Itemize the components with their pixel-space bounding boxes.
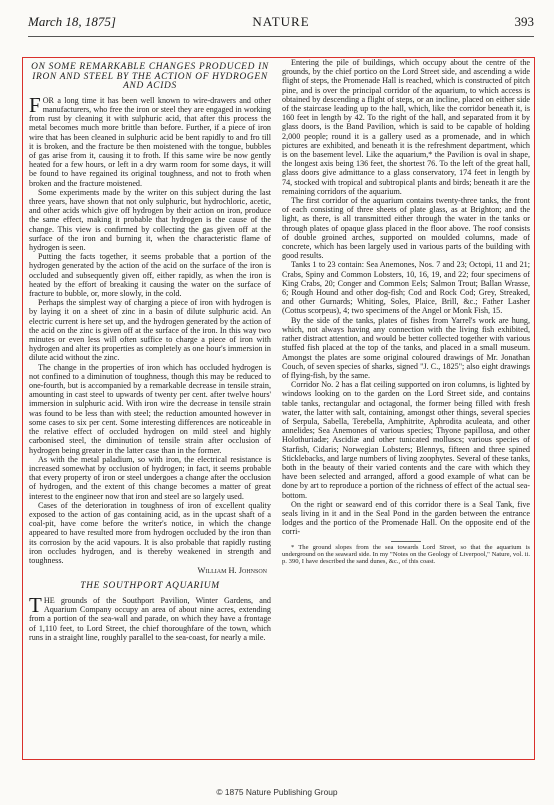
article-paragraph: FOR a long time it has been well known to wire-drawers and other manufacturers, who free the iron or steel they are engaged in working from rust by cleaning it with sulphuric acid, that after this process the metal becomes much more brittle than before. Further, if a piece of iron wire that has been cleaned in sulphuric acid be bent rapidly to and fro till it is broken, and the fracture be then moistened with the tongue, bubbles of gas arise from it, causing it to froth. If this same wire be now gently heated for a few hours, or left in a dry warm room for some days, it will be found to have regained its original toughness, and not to froth when broken and the fracture moistened. (29, 92, 271, 188)
article-title: ON SOME REMARKABLE CHANGES PRODUCED IN IRON AND STEEL BY THE ACTION OF HYDROGEN AND ACIDS (31, 62, 269, 92)
header-rule (28, 36, 534, 37)
article-paragraph: Corridor No. 2 has a flat ceiling supported on iron columns, is lighted by windows looking on to the garden on the Lord Street side, and contains table tanks, rectangular and octagonal, the former being filled with fresh water, the latter with salt, containing, amongst other things, several species of Serpula, Sabella, Terebella, Amphitrite, Aphrodita aculeata, and other annelides; Sea Anemones of various species; Thyone papillosa, and other Holothuriadæ; Ascidiæ and other tunicated molluscs; various species of Starfish, Cidaris; Norwegian Lobsters; Blennys, fifteen and three spined Sticklebacks, and large numbers of living zoophytes. Several of these tanks, both in the beauty of their varied contents and the care with which they have been selected and arranged, afford a good example of what can be done by art to reproduce a portion of the richness of effect of the actual sea-bottom. (282, 380, 530, 500)
header-page-number: 393 (514, 14, 534, 29)
article-paragraph: Tanks 1 to 23 contain: Sea Anemones, Nos. 7 and 23; Octopi, 11 and 21; Crabs, Spiny and Common Lobsters, 10, 16, 19, and 22; four specimens of King Crabs, 20; Conger and Common Eels; Salmon Trout; Ballan Wrasse, 6; Rough Hound and other dog-fish; Cod and Rock Cod; Grey, Streaked, and other Gurnards; Whiting, Soles, Plaice, Brill, &c.; Father Lasher (Cottus scorpeus), 4; two specimens of the Angel or Monk Fish, 15. (282, 260, 530, 316)
copyright-notice: © 1875 Nature Publishing Group (216, 787, 338, 797)
article-paragraph: Perhaps the simplest way of charging a piece of iron with hydrogen is by laying it on a sheet of zinc in a basin of dilute sulphuric acid. An electric current is here set up, and the hydrogen generated by the action of the acid on the zinc is given off at the surface of the iron. In this way two minutes or even less will often suffice to charge a piece of iron with hydrogen and alter its properties as completely as one hour's immersion in dilute acid without the zinc. (29, 298, 271, 363)
footnote: * The ground slopes from the sea towards Lord Street, so that the aquarium is underground on the seaward side. In my "Notes on the Geology of Liverpool," Nature, vol. ii. p. 390, I have described the sand dunes, &c., of this coast. (282, 543, 530, 566)
article-title: THE SOUTHPORT AQUARIUM (80, 581, 220, 592)
drop-cap: T (29, 592, 42, 617)
drop-cap: F (29, 92, 41, 117)
article-paragraph: Putting the facts together, it seems probable that a portion of the hydrogen generated by the action of the acid on the surface of the iron is occluded and subsequently given off, either rapidly, as when the iron is heated by the effort of breaking it causing the water on the surface of fracture to bubble, or, more slowly, in the cold. (29, 252, 271, 299)
second-article (29, 582, 271, 642)
article-paragraph: Entering the pile of buildings, which occupy about the centre of the grounds, by the chief portico on the Lord Street side, and ascending a wide flight of steps, the Promenade Hall is reached, which is constructed of pitch pine, and is over the principal corridor of the aquarium, to which access is obtained by descending a flight of steps, or an incline, placed on either side of the staircase leading up to the hall, which, like the corridor beneath it, is 160 feet in length by 42. To the right of the hall, and separated from it by glass doors, is the Band Pavilion, which is said to be capable of holding 2,000 people; round it is a gallery used as a promenade, and in which pictures are exhibited, and beneath it is the refreshment department, which is on the basement level. Like the aquarium,* the Pavilion is oval in shape, the longest axis being 136 feet, the shortest 76. To the left of the great hall, glass doors give admittance to a glass conservatory, 174 feet in length by 74, stocked with tropical and subtropical plants and birds; beneath it are the remaining corridors of the aquarium. (282, 58, 530, 196)
article-paragraph: As with the metal paladium, so with iron, the electrical resistance is increased somewhat by occlusion of hydrogen; in fact, it seems probable that every property of iron or steel undergoes a change after the occlusion of hydrogen, and the extent of this change becomes a matter of great interest to the engineer now that iron and steel are so largely used. (29, 454, 271, 501)
article-paragraph: Some experiments made by the writer on this subject during the last three years, have shown that not only sulphuric, but hydrochloric, acetic, and other acids which give off hydrogen by their action on iron, produce the same effect, making it probable that hydrogen is the cause of the change. This view is confirmed by collecting the gas given off at the surface of the iron and burning it, when the characteristic flame of hydrogen is seen. (29, 187, 271, 253)
footnote-rule (391, 541, 421, 542)
article-paragraph: On the right or seaward end of this corridor there is a Seal Tank, five seals living in it and in the Seal Pond in the garden between the entrance lodges and the portico of the Promenade Hall. On the opposite end of the corri- (282, 499, 530, 537)
article-paragraph: Cases of the deterioration in toughness of iron of excellent quality exposed to the action of gas containing acid, as in the upcast shaft of a coal-pit, have come before the writer's notice, in which the change appeared to have resulted more from hydrogen occluded by the iron than its corrosion by the acid vapours. It is also probable that rapidly rusting iron occludes hydrogen, and is thereby weakened in strength and toughness. (29, 500, 271, 565)
header-date: March 18, 1875] (28, 14, 116, 29)
author-signature: William H. Johnson (197, 566, 267, 576)
article-paragraph: The first corridor of the aquarium contains twenty-three tanks, the front of each consisting of three sheets of plate glass, as at Brighton; and the light, as there, is all transmitted either through the water in the tanks or through plates of opaque glass placed in the floor above. The roof consists of double groined arches, supported on moulded columns, made of concrete, which has been largely used in various parts of the building with good results. (282, 196, 530, 261)
running-header (28, 14, 534, 32)
right-column (282, 58, 530, 748)
article-paragraph: The change in the properties of iron which has occluded hydrogen is not confined to a diminution of toughness, though this may be reduced to one-fourth, but is accompanied by a remarkable decrease in tensile strain, amounting in cast steel to upwards of twenty per cent. after twelve hours' immersion in sulphuric acid. With iron wire the decrease in tensile strain was found to be less than with steel; the reduction amounted however in some cases to six per cent. Some interesting differences are noticeable in the relative effect of occluded hydrogen on mild steel and highly carbonised steel, the diminution of tensile strain after occlusion of hydrogen being greater in the latter case than in the former. (29, 362, 271, 455)
article-paragraph: By the side of the tanks, plates of fishes from Yarrel's work are hung, which, not always having any connection with the living fish exhibited, rather distract attention, and would be better collected together with various stuffed fish placed at the top of the tanks, and placed in a small museum. Amongst the plates are some original coloured drawings of Mr. Jonathan Couch, of seven species of sharks, signed "J. C., 1825"; also eight drawings of flying-fish, by the same. (282, 315, 530, 380)
header-journal-name: NATURE (252, 14, 310, 29)
article-paragraph: THE grounds of the Southport Pavilion, Winter Gardens, and Aquarium Company occupy an area of about nine acres, extending from a portion of the sea-wall and parade, on which they have a frontage of 1,110 feet, to Lord Street, the chief thoroughfare of the town, which runs in a straight line, roughly parallel to the sea-coast, for nearly a mile. (29, 592, 271, 642)
left-column (29, 60, 271, 755)
